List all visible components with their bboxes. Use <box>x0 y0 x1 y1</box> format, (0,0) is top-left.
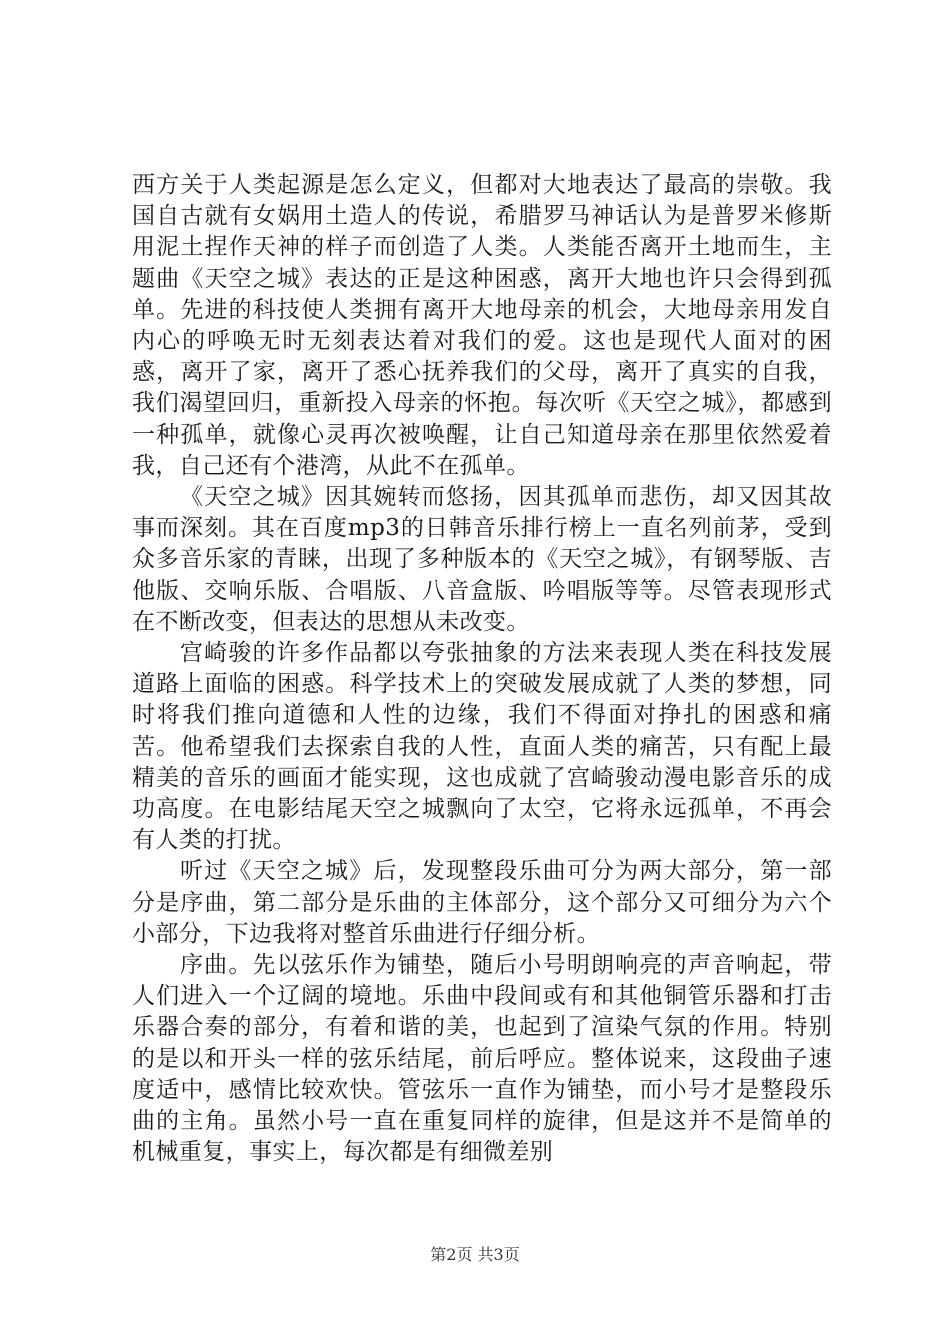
page-number: 第2页 共3页 <box>430 1245 520 1264</box>
paragraph-4: 听过《天空之城》后，发现整段乐曲可分为两大部分，第一部分是序曲，第二部分是乐曲的主体部分，这个部分又可细分为六个小部分，下边我将对整首乐曲进行仔细分析。 <box>132 858 832 947</box>
paragraph-5: 序曲。先以弦乐作为铺垫，随后小号明朗响亮的声音响起，带人们进入一个辽阔的境地。乐曲中段间或有和其他铜管乐器和打击乐器合奏的部分，有着和谐的美，也起到了渲染气氛的作用。特别的是以和开头一样的弦乐结尾，前后呼应。整体说来，这段曲子速度适中，感情比较欢快。管弦乐一直作为铺垫，而小号才是整段乐曲的主角。虽然小号一直在重复同样的旋律，但是这并不是简单的机械重复，事实上，每次都是有细微差别 <box>132 952 832 1166</box>
document-body <box>132 170 832 1169</box>
paragraph-2: 《天空之城》因其婉转而悠扬，因其孤单而悲伤，却又因其故事而深刻。其在百度mp3的日韩音乐排行榜上一直名列前茅，受到众多音乐家的青睐，出现了多种版本的《天空之城》，有钢琴版、吉他版、交响乐版、合唱版、八音盒版、吟唱版等等。尽管表现形式在不断改变，但表达的思想从未改变。 <box>132 484 832 635</box>
paragraph-3: 宫崎骏的许多作品都以夸张抽象的方法来表现人类在科技发展道路上面临的困惑。科学技术上的突破发展成就了人类的梦想，同时将我们推向道德和人性的边缘，我们不得面对挣扎的困惑和痛苦。他希望我们去探索自我的人性，直面人类的痛苦，只有配上最精美的音乐的画面才能实现，这也成就了宫崎骏动漫电影音乐的成功高度。在电影结尾天空之城飘向了太空，它将永远孤单，不再会有人类的打扰。 <box>132 640 832 854</box>
paragraph-1: 西方关于人类起源是怎么定义，但都对大地表达了最高的崇敬。我国自古就有女娲用土造人的传说，希腊罗马神话认为是普罗米修斯用泥土捏作天神的样子而创造了人类。人类能否离开土地而生，主题曲《天空之城》表达的正是这种困惑，离开大地也许只会得到孤单。先进的科技使人类拥有离开大地母亲的机会，大地母亲用发自内心的呼唤无时无刻表达着对我们的爱。这也是现代人面对的困惑，离开了家，离开了悉心抚养我们的父母，离开了真实的自我，我们渴望回归，重新投入母亲的怀抱。每次听《天空之城》，都感到一种孤单，就像心灵再次被唤醒，让自己知道母亲在那里依然爱着我，自己还有个港湾，从此不在孤单。 <box>132 172 832 479</box>
